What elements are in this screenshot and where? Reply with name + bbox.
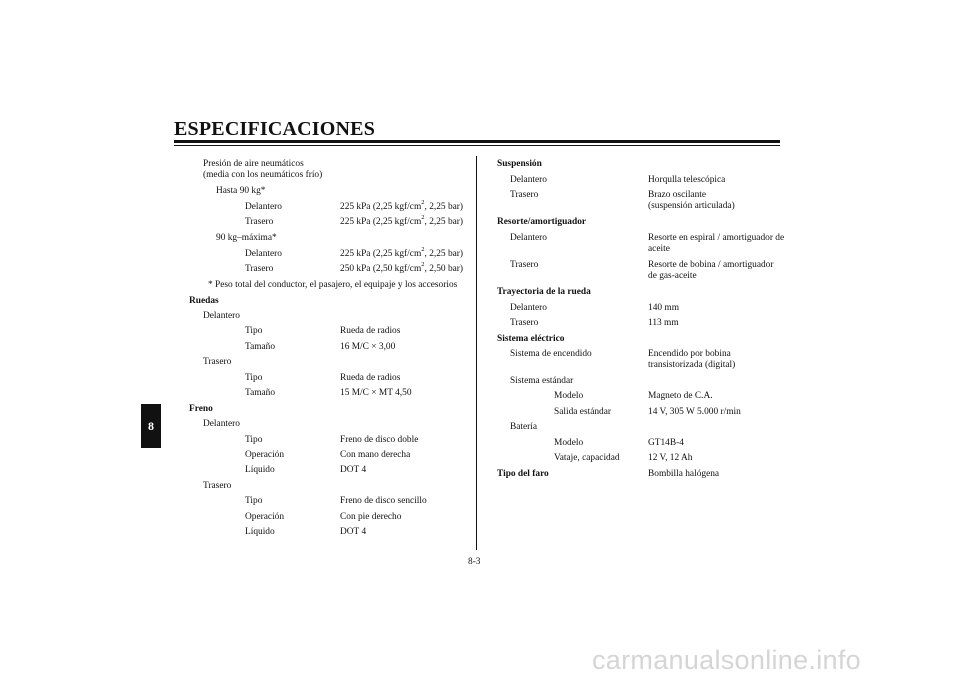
spec-label: Operación <box>245 450 285 460</box>
spec-label: Salida estándar <box>554 407 612 417</box>
spec-label: Trasero <box>510 190 539 200</box>
section-heading: Trayectoria de la rueda <box>497 287 591 297</box>
spec-value: 140 mm <box>648 303 679 313</box>
spec-label: Operación <box>245 512 285 522</box>
spec-label: Delantero <box>510 303 547 313</box>
spec-value: aceite <box>648 244 670 254</box>
pressure-value: 225 kPa (2,25 kgf/$cm^2$, 2,25 bar) <box>340 213 464 227</box>
spec-value: Con mano derecha <box>340 450 411 460</box>
spec-value: transistorizada (digital) <box>648 360 736 370</box>
spec-label: Delantero <box>245 249 282 259</box>
spec-label: Tipo <box>245 435 263 445</box>
section-heading: Ruedas <box>189 296 219 306</box>
spec-label: Delantero <box>510 175 547 185</box>
spec-value: Resorte de bobina / amortiguador <box>648 260 774 270</box>
spec-label: Tipo <box>245 326 263 336</box>
spec-label: Delantero <box>245 202 282 212</box>
section-heading: Sistema eléctrico <box>497 334 565 344</box>
spec-label: Modelo <box>554 438 584 448</box>
spec-value: Freno de disco sencillo <box>340 496 427 506</box>
spec-value: Horqulla telescópica <box>648 175 726 185</box>
section-heading: Freno <box>189 404 213 414</box>
spec-value: 113 mm <box>648 318 679 328</box>
spec-value: Resorte en espiral / amortiguador de <box>648 233 785 243</box>
subsection-label: Batería <box>510 422 538 432</box>
page-title: ESPECIFICACIONES <box>174 118 376 140</box>
title-rule-thin <box>174 145 780 146</box>
subsection-label: Delantero <box>203 311 240 321</box>
upto90-label: Hasta 90 kg* <box>216 186 266 196</box>
subsection-label: Trasero <box>203 357 232 367</box>
spec-value: GT14B-4 <box>648 438 684 448</box>
spec-label: Tamaño <box>245 388 276 398</box>
spec-value: Con pie derecho <box>340 512 402 522</box>
spec-value: Encendido por bobina <box>648 349 731 359</box>
pressure-value: 250 kPa (2,50 kgf/$cm^2$, 2,50 bar) <box>340 260 464 274</box>
spec-value: 14 V, 305 W 5.000 r/min <box>648 407 741 417</box>
spec-label: Tipo <box>245 373 263 383</box>
spec-label: Trasero <box>245 264 274 274</box>
spec-label: Tipo <box>245 496 263 506</box>
footnote: * Peso total del conductor, el pasajero, el equipaje y los accesorios <box>208 280 458 290</box>
spec-value: Rueda de radios <box>340 326 401 336</box>
spec-label: Delantero <box>510 233 547 243</box>
spec-value: de gas-aceite <box>648 271 697 281</box>
spec-value: DOT 4 <box>340 527 367 537</box>
spec-label: Trasero <box>245 217 274 227</box>
pressure-value: 225 kPa (2,25 kgf/$cm^2$, 2,25 bar) <box>340 198 464 212</box>
spec-value: Rueda de radios <box>340 373 401 383</box>
max90-label: 90 kg–máxima* <box>216 233 277 243</box>
subsection-label: Delantero <box>203 419 240 429</box>
spec-label: Tamaño <box>245 342 276 352</box>
spec-value: Brazo oscilante <box>648 190 707 200</box>
pressure-value: 225 kPa (2,25 kgf/$cm^2$, 2,25 bar) <box>340 245 464 259</box>
spec-label: Trasero <box>510 260 539 270</box>
spec-label: Líquido <box>245 465 275 475</box>
spec-label: Sistema de encendido <box>510 349 592 359</box>
spec-value: DOT 4 <box>340 465 367 475</box>
spec-value: (suspensión articulada) <box>648 201 735 211</box>
subsection-label: Trasero <box>203 481 232 491</box>
chapter-tab: 8 <box>141 404 161 448</box>
section-heading: Tipo del faro <box>497 469 549 479</box>
spec-value: 15 M/C × MT 4,50 <box>340 388 412 398</box>
spec-value: Magneto de C.A. <box>648 391 713 401</box>
spec-value: Bombilla halógena <box>648 469 720 479</box>
page-number: 8-3 <box>468 557 481 567</box>
column-divider <box>476 156 477 550</box>
spec-label: Vataje, capacidad <box>554 453 620 463</box>
spec-label: Modelo <box>554 391 584 401</box>
title-rule-thick <box>174 140 780 143</box>
pressure-title: Presión de aire neumáticos <box>203 159 304 169</box>
spec-label: Líquido <box>245 527 275 537</box>
spec-value: 12 V, 12 Ah <box>648 453 693 463</box>
watermark: carmanualsonline.info <box>592 645 861 675</box>
subsection-label: Sistema estándar <box>510 376 574 386</box>
section-heading: Suspensión <box>497 159 542 169</box>
pressure-subtitle: (media con los neumáticos frío) <box>203 170 323 180</box>
spec-value: Freno de disco doble <box>340 435 419 445</box>
spec-label: Trasero <box>510 318 539 328</box>
spec-value: 16 M/C × 3,00 <box>340 342 396 352</box>
section-heading: Resorte/amortiguador <box>497 217 587 227</box>
